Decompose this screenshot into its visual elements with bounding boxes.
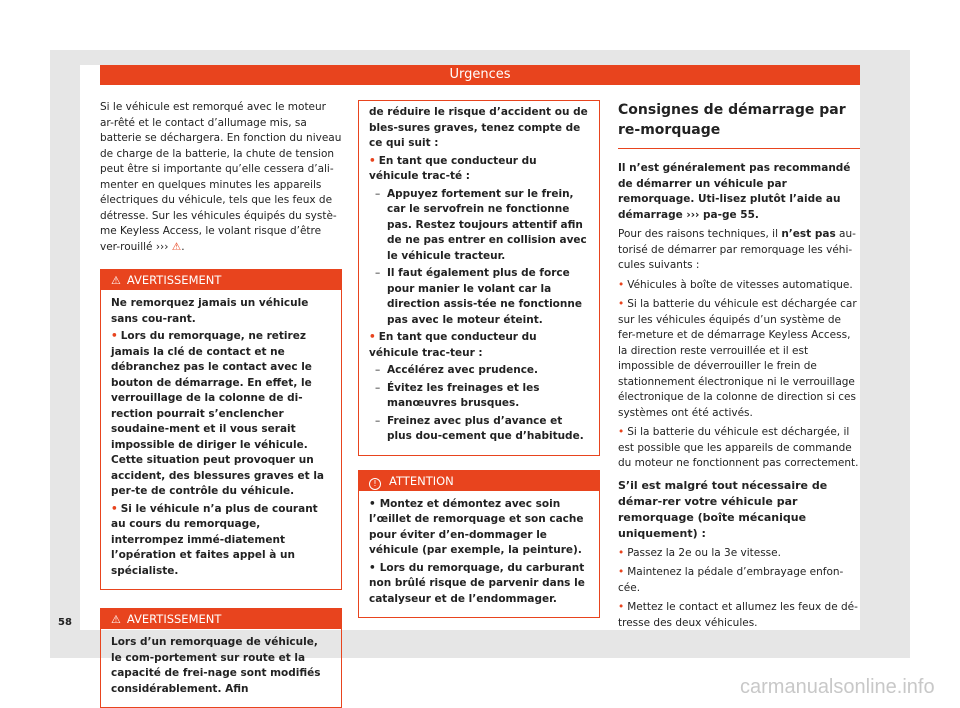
sub-item: – Freinez avec plus d’avance et plus dou-cement que d’habitude. bbox=[369, 414, 589, 445]
warning-icon: ⚠ bbox=[111, 613, 121, 626]
list-item: • Lors du remorquage, ne retirez jamais la clé de contact et ne débranchez pas le contact avec le bouton de démarrage. En effet, le verrouillage de la colonne de di-rection pourrait s’enclencher soudaine-ment et il vous serait impossible de diriger le véhicule. Cette situation peut provoquer un accident, des blessures graves et la per-te de contrôle du véhicule. bbox=[111, 330, 324, 497]
bullet-icon: • bbox=[369, 561, 376, 574]
list-item: • Si la batterie du véhicule est déchargée car sur les véhicules équipés d’un système de fer-meture et de démarrage Keyless Access, la direction reste verrouillée et il est impossible de déverrouiller le frein de stationnement électronique ni le verrouillage électronique de la colonne de direction si ces systèmes ont été activés. bbox=[618, 298, 857, 419]
bullet-icon: • bbox=[618, 298, 625, 310]
list-item: • Lors du remorquage, du carburant non brûlé risque de parvenir dans le catalyseur et de l’endommager. bbox=[369, 561, 585, 605]
list-item: • En tant que conducteur du véhicule trac-teur : bbox=[369, 331, 537, 359]
bullet-icon: • bbox=[111, 502, 118, 515]
bullet-icon: • bbox=[369, 497, 376, 510]
info-icon: ! bbox=[369, 478, 381, 490]
warning-header: ⚠ AVERTISSEMENT bbox=[101, 609, 341, 629]
list-item: • Mettez le contact et allumez les feux de dé-tresse des deux véhicules. bbox=[618, 601, 858, 629]
warning-body: Ne remorquez jamais un véhicule sans cou-rant. • Lors du remorquage, ne retirez jamais la clé de contact et ne débranchez pas le contact avec le bouton de démarrage. En effet, le verrouillage de la colonne de di-rection pourrait s’enclencher soudaine-ment et il vous serait impossible de diriger le véhicule. Cette situation peut provoquer un accident, des blessures graves et la per-te de contrôle du véhicule. • Si le véhicule n’a plus de courant au cours du remorquage, interrompez immé-diatement l’opération et faites appel à un spécialiste. bbox=[101, 290, 341, 589]
list-item: • Véhicules à boîte de vitesses automatique. bbox=[618, 278, 853, 291]
warning-box-continued: de réduire le risque d’accident ou de bles-sures graves, tenez compte de ce qui suit : • En tant que conducteur du véhicule trac-té : – Appuyez fortement sur le frein, car le servofrein ne fonctionne pas. Restez toujours attentif afin de ne pas entrer en collision avec le véhicule tracteur. – Il faut également plus de force pour manier le volant car la direction assis-tée ne fonctionne pas avec le moteur éteint. • En tant que conducteur du véhicule trac-teur : – Accélérez avec prudence. – Évitez les freinages et les manœuvres brusques. – Freinez avec plus d’avance et plus dou-cement que d’habitude. bbox=[358, 100, 600, 456]
bullet-icon: • bbox=[618, 278, 625, 291]
warning-icon: ⚠ bbox=[111, 274, 121, 287]
section-header: Urgences bbox=[100, 65, 860, 85]
list-item: • Montez et démontez avec soin l’œillet de remorquage et son cache pour éviter d’en-dommager le véhicule (par exemple, la peinture). bbox=[369, 497, 584, 556]
bullet-icon: • bbox=[369, 331, 376, 343]
sub-item: – Il faut également plus de force pour manier le volant car la direction assis-tée ne fonctionne pas avec le moteur éteint. bbox=[369, 266, 589, 328]
page-number: 58 bbox=[58, 617, 72, 628]
bullet-icon: • bbox=[618, 546, 625, 559]
paragraph: Pour des raisons techniques, il n’est pas au-torisé de démarrer par remorquage les véhi-cules suivants : bbox=[618, 228, 856, 271]
attention-body bbox=[359, 491, 599, 618]
bullet-icon: • bbox=[369, 154, 376, 167]
attention-box bbox=[358, 470, 600, 619]
bullet-icon: • bbox=[618, 566, 625, 578]
list-item: • Passez la 2e ou la 3e vitesse. bbox=[618, 546, 781, 559]
column-3 bbox=[618, 100, 860, 635]
warning-box-2 bbox=[100, 608, 342, 708]
sub-item: – Accélérez avec prudence. bbox=[369, 363, 589, 379]
list-item: • En tant que conducteur du véhicule trac-té : bbox=[369, 154, 537, 182]
bullet-icon: • bbox=[111, 330, 118, 342]
list-item: • Si la batterie du véhicule est déchargée, il est possible que les appareils de commande du moteur ne fonctionnent pas correctement. bbox=[618, 426, 859, 469]
list-item: • Maintenez la pédale d’embrayage enfon-cée. bbox=[618, 566, 844, 594]
lead-paragraph: Il n’est généralement pas recommandé de démarrer un véhicule par remorquage. Uti-lisez plutôt l’aide au démarrage ››› pa-ge 55. bbox=[618, 162, 851, 221]
warning-body: Lors d’un remorquage de véhicule, le com-portement sur route et la capacité de frei-nage sont modifiés considérablement. Afin bbox=[111, 636, 321, 695]
watermark: carmanualsonline.info bbox=[740, 676, 935, 698]
column-1 bbox=[100, 100, 342, 708]
section-title: Consignes de démarrage par re-morquage bbox=[618, 100, 860, 149]
sub-item: – Appuyez fortement sur le frein, car le servofrein ne fonctionne pas. Restez toujours attentif afin de ne pas entrer en collision avec le véhicule tracteur. bbox=[369, 187, 589, 265]
bullet-icon: • bbox=[618, 601, 625, 613]
warning-box-1 bbox=[100, 269, 342, 590]
list-item: • Si le véhicule n’a plus de courant au cours du remorquage, interrompez immé-diatement l’opération et faites appel à un spécialiste. bbox=[111, 502, 318, 577]
intro-paragraph: Si le véhicule est remorqué avec le moteur ar-rêté et le contact d’allumage mis, sa batterie se déchargera. En fonction du niveau de charge de la batterie, la chute de tension peut être si importante qu’elle cessera d’ali-menter en quelques minutes les appareils électriques du véhicule, tels que les feux de détresse. Sur les véhicules équipés du systè-me Keyless Access, le volant risque d’être ver-rouillé ››› ⚠. bbox=[100, 101, 342, 253]
attention-header: ! ATTENTION bbox=[359, 471, 599, 491]
warning-triangle-icon: ⚠ bbox=[171, 240, 182, 253]
bullet-icon: • bbox=[618, 426, 625, 438]
subheading: S’il est malgré tout nécessaire de démar-rer votre véhicule par remorquage (boîte mécanique uniquement) : bbox=[618, 478, 828, 540]
sub-item: – Évitez les freinages et les manœuvres brusques. bbox=[369, 381, 589, 412]
column-2 bbox=[358, 100, 600, 618]
warning-header: ⚠ AVERTISSEMENT bbox=[101, 270, 341, 290]
